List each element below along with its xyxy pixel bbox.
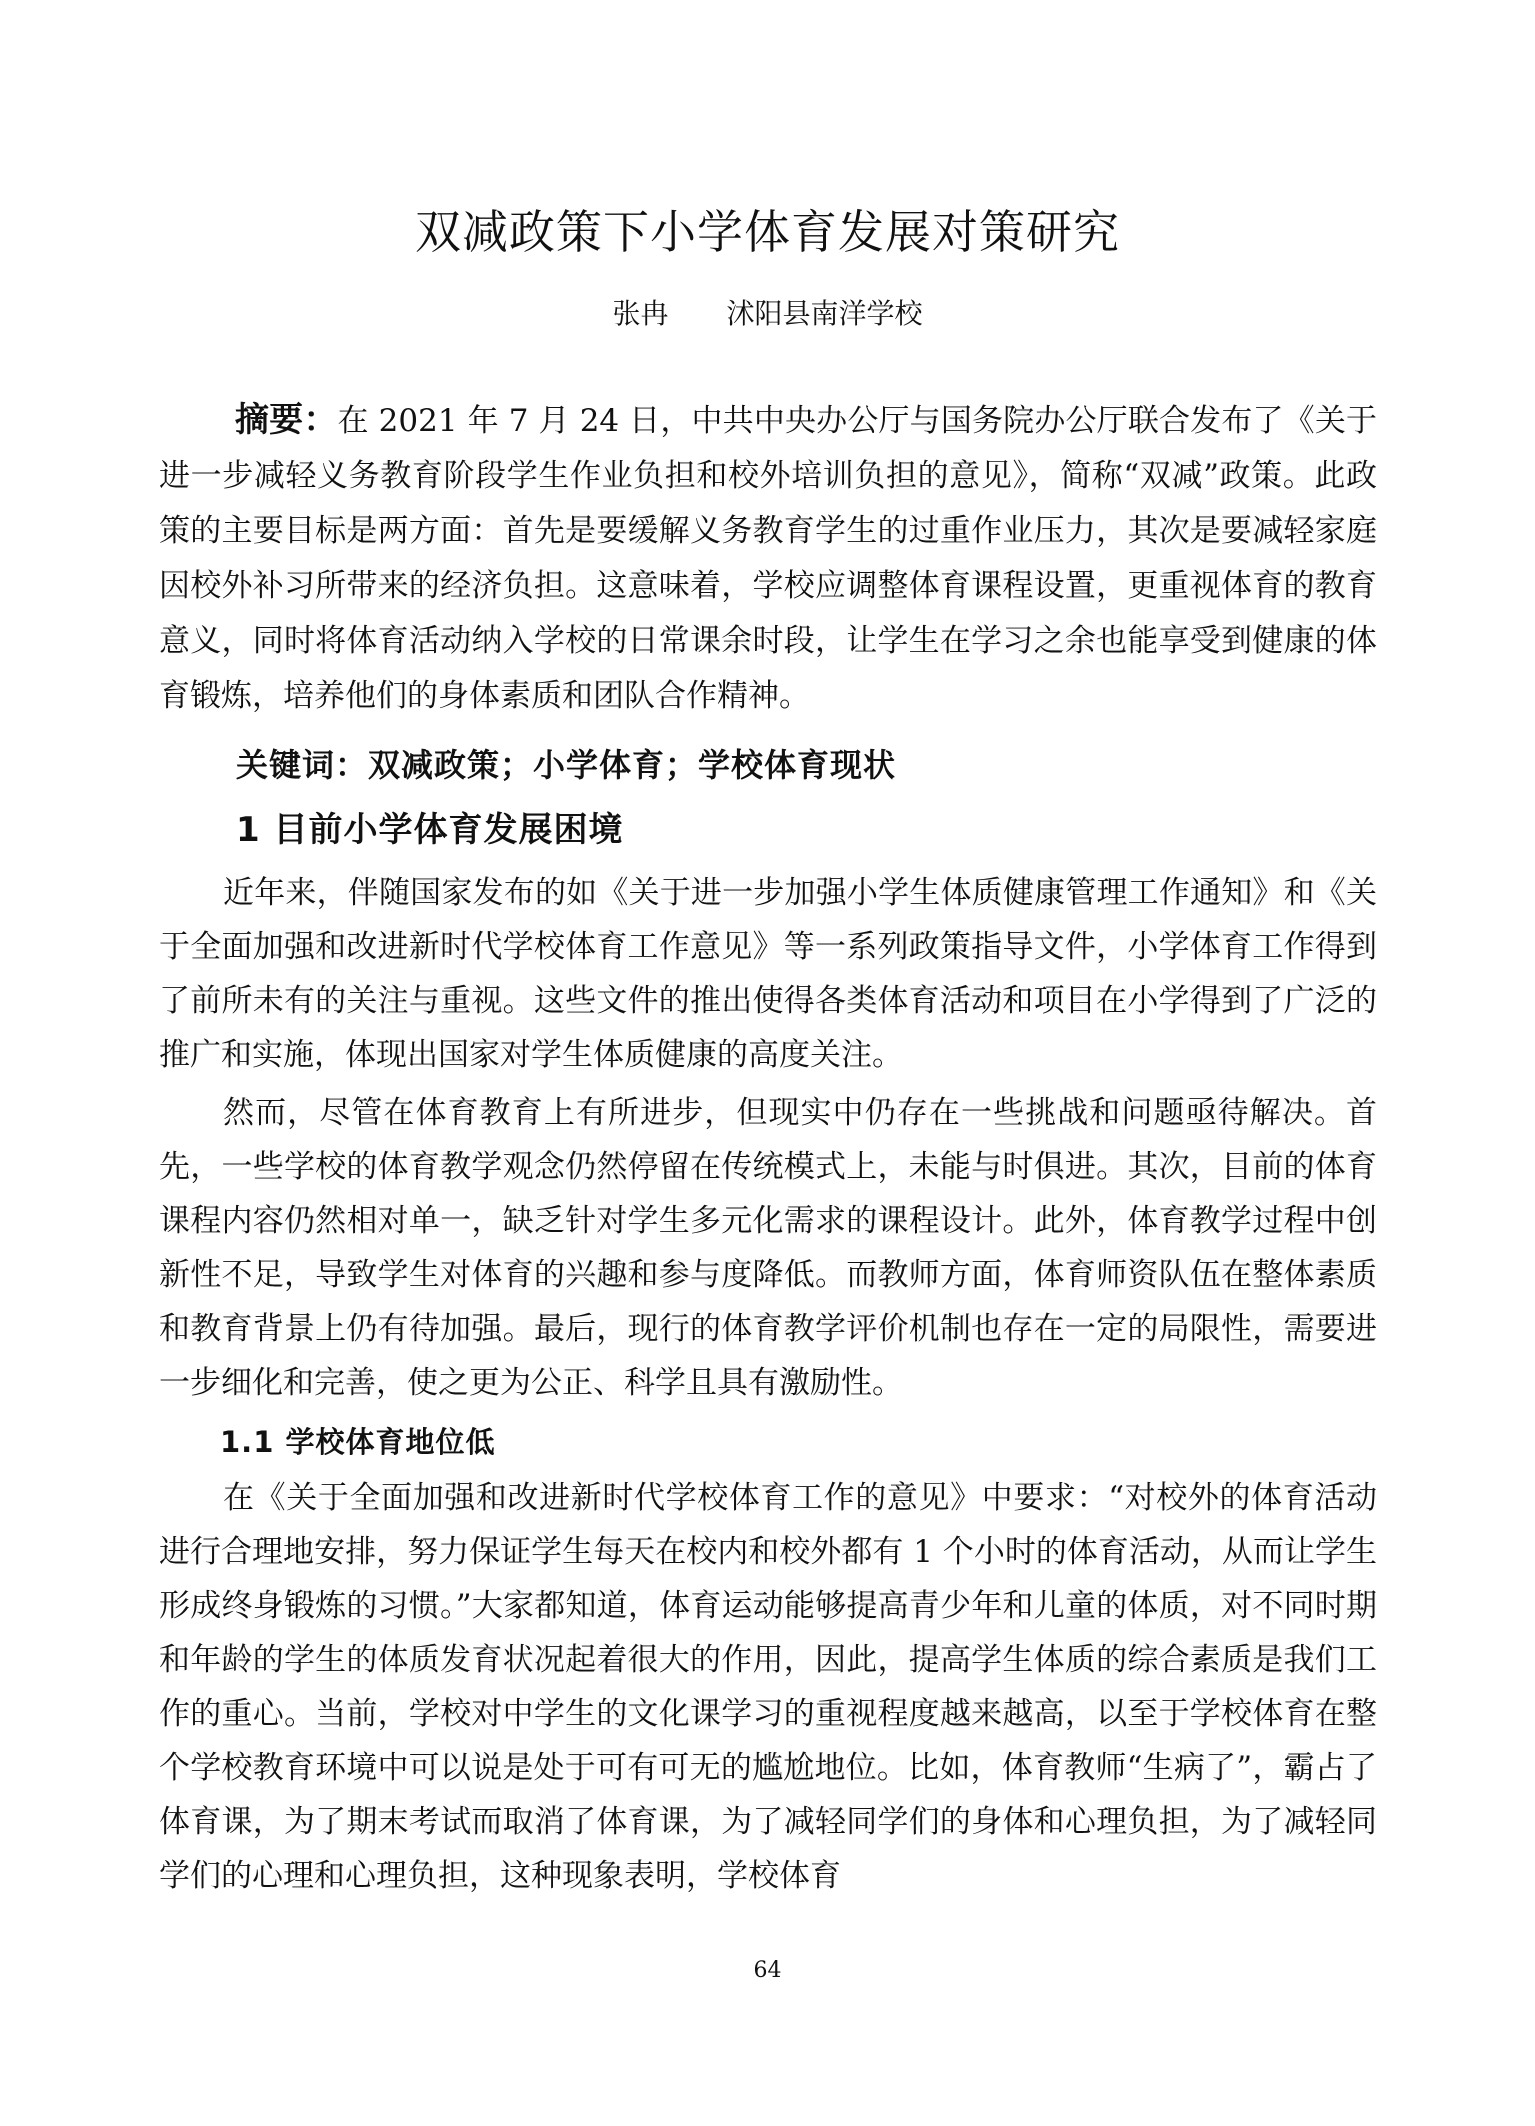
- keywords: 关键词：双减政策；小学体育；学校体育现状: [236, 746, 897, 784]
- author-name: 张冉: [612, 297, 669, 330]
- section-1-paragraph-1: 近年来，伴随国家发布的如《关于进一步加强小学生体质健康管理工作通知》和《关于全面加强和改进新时代学校体育工作意见》等一系列政策指导文件，小学体育工作得到了前所未有的关注与重视。这些文件的推出使得各类体育活动和项目在小学得到了广泛的推广和实施，体现出国家对学生体质健康的高度关注。: [159, 875, 1377, 1073]
- section-1-heading: 1 目前小学体育发展困境: [236, 810, 624, 850]
- page-number: 64: [753, 1958, 782, 1983]
- section-1-1-paragraph-1: 在《关于全面加强和改进新时代学校体育工作的意见》中要求：“对校外的体育活动进行合理地安排，努力保证学生每天在校内和校外都有 1 个小时的体育活动，从而让学生形成终身锻炼的习惯。”大家都知道，体育运动能够提高青少年和儿童的体质，对不同时期和年龄的学生的体质发育状况起着很大的作用，因此，提高学生体质的综合素质是我们工作的重心。当前，学校对中学生的文化课学习的重视程度越来越高，以至于学校体育在整个学校教育环境中可以说是处于可有可无的尴尬地位。比如，体育教师“生病了”，霸占了体育课，为了期末考试而取消了体育课，为了减轻同学们的身体和心理负担，为了减轻同学们的心理和心理负担，这种现象表明，学校体育: [159, 1480, 1377, 1894]
- abstract-label: 摘要：: [235, 400, 338, 440]
- section-1-1-heading: 1.1 学校体育地位低: [220, 1425, 496, 1459]
- section-1-paragraph-2: 然而，尽管在体育教育上有所进步，但现实中仍存在一些挑战和问题亟待解决。首先，一些学校的体育教学观念仍然停留在传统模式上，未能与时俱进。其次，目前的体育课程内容仍然相对单一，缺乏针对学生多元化需求的课程设计。此外，体育教学过程中创新性不足，导致学生对体育的兴趣和参与度降低。而教师方面，体育师资队伍在整体素质和教育背景上仍有待加强。最后，现行的体育教学评价机制也存在一定的局限性，需要进一步细化和完善，使之更为公正、科学且具有激励性。: [159, 1095, 1377, 1401]
- abstract-text: 在 2021 年 7 月 24 日，中共中央办公厅与国务院办公厅联合发布了《关于进一步减轻义务教育阶段学生作业负担和校外培训负担的意见》，简称“双减”政策。此政策的主要目标是两方面：首先是要缓解义务教育学生的过重作业压力，其次是要减轻家庭因校外补习所带来的经济负担。这意味着，学校应调整体育课程设置，更重视体育的教育意义，同时将体育活动纳入学校的日常课余时段，让学生在学习之余也能享受到健康的体育锻炼，培养他们的身体素质和团队合作精神。: [159, 403, 1377, 714]
- abstract: [159, 393, 1377, 724]
- author-affiliation: 沭阳县南洋学校: [726, 297, 923, 330]
- byline: [0, 292, 1535, 332]
- paper-title: 双减政策下小学体育发展对策研究: [415, 205, 1120, 259]
